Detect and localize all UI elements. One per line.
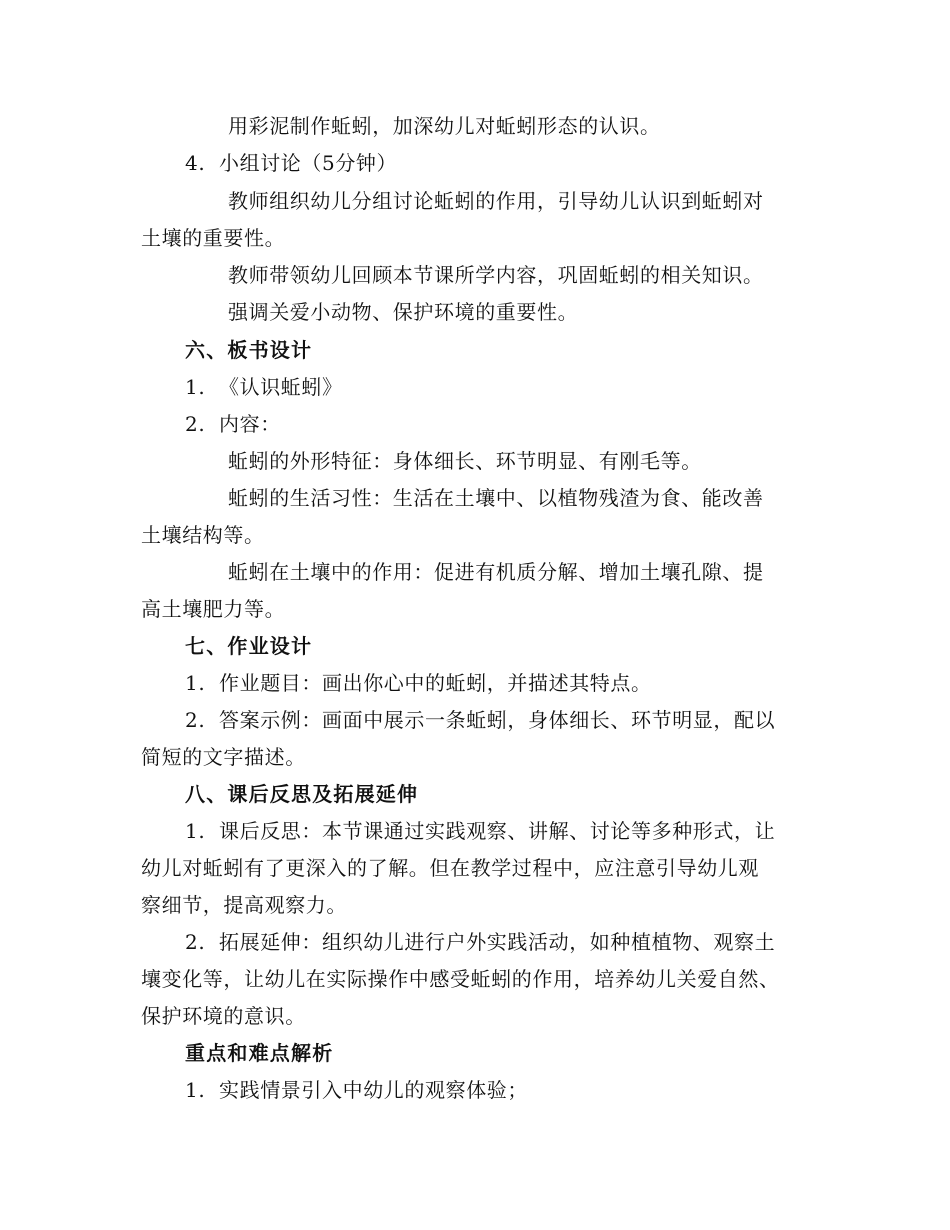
list-item <box>185 930 775 954</box>
paragraph-line: 蚯蚓的生活习性：生活在土壤中、以植物残渣为食、能改善 <box>228 486 764 510</box>
list-text: 拓展延伸：组织幼儿进行户外实践活动，如种植植物、观察土 <box>219 930 776 954</box>
list-number: 2. <box>185 708 206 732</box>
paragraph-line: 强调关爱小动物、保护环境的重要性。 <box>228 300 579 324</box>
list-text: 《认识蚯蚓》 <box>219 375 343 399</box>
list-text: 实践情景引入中幼儿的观察体验； <box>219 1078 528 1102</box>
list-number: 1. <box>185 819 206 843</box>
list-item <box>185 151 397 175</box>
paragraph-line: 蚯蚓在土壤中的作用：促进有机质分解、增加土壤孔隙、提 <box>228 560 764 584</box>
paragraph-line: 土壤结构等。 <box>141 523 265 547</box>
list-item <box>185 671 652 695</box>
paragraph-line: 简短的文字描述。 <box>141 745 306 769</box>
paragraph-line: 壤变化等，让幼儿在实际操作中感受蚯蚓的作用，培养幼儿关爱自然、 <box>141 967 780 991</box>
section-heading: 七、作业设计 <box>185 634 313 658</box>
paragraph-line: 幼儿对蚯蚓有了更深入的了解。但在教学过程中，应注意引导幼儿观 <box>141 856 759 880</box>
paragraph-line: 土壤的重要性。 <box>141 226 286 250</box>
list-text: 小组讨论（5分钟） <box>219 151 398 175</box>
list-text: 课后反思：本节课通过实践观察、讲解、讨论等多种形式，让 <box>219 819 776 843</box>
list-text: 答案示例：画面中展示一条蚯蚓，身体细长、环节明显，配以 <box>219 708 776 732</box>
paragraph-line: 保护环境的意识。 <box>141 1004 306 1028</box>
list-text: 作业题目：画出你心中的蚯蚓，并描述其特点。 <box>219 671 652 695</box>
list-number: 2. <box>185 930 206 954</box>
list-item <box>185 1078 528 1102</box>
list-item <box>185 412 281 436</box>
paragraph-line: 高土壤肥力等。 <box>141 597 286 621</box>
section-heading: 六、板书设计 <box>185 338 313 362</box>
list-number: 2. <box>185 412 206 436</box>
paragraph-line: 察细节，提高观察力。 <box>141 893 347 917</box>
list-number: 1. <box>185 1078 206 1102</box>
list-item <box>185 375 343 399</box>
list-item <box>185 819 775 843</box>
list-number: 1. <box>185 671 206 695</box>
paragraph-line: 蚯蚓的外形特征：身体细长、环节明显、有刚毛等。 <box>228 449 702 473</box>
section-heading: 八、课后反思及拓展延伸 <box>185 782 419 806</box>
section-heading: 重点和难点解析 <box>185 1041 334 1065</box>
paragraph-line: 教师组织幼儿分组讨论蚯蚓的作用，引导幼儿认识到蚯蚓对 <box>228 189 764 213</box>
paragraph-line: 教师带领幼儿回顾本节课所学内容，巩固蚯蚓的相关知识。 <box>228 263 764 287</box>
paragraph-line: 用彩泥制作蚯蚓，加深幼儿对蚯蚓形态的认识。 <box>228 114 661 138</box>
list-number: 4. <box>185 151 206 175</box>
list-number: 1. <box>185 375 206 399</box>
list-item <box>185 708 775 732</box>
list-text: 内容： <box>219 412 281 436</box>
